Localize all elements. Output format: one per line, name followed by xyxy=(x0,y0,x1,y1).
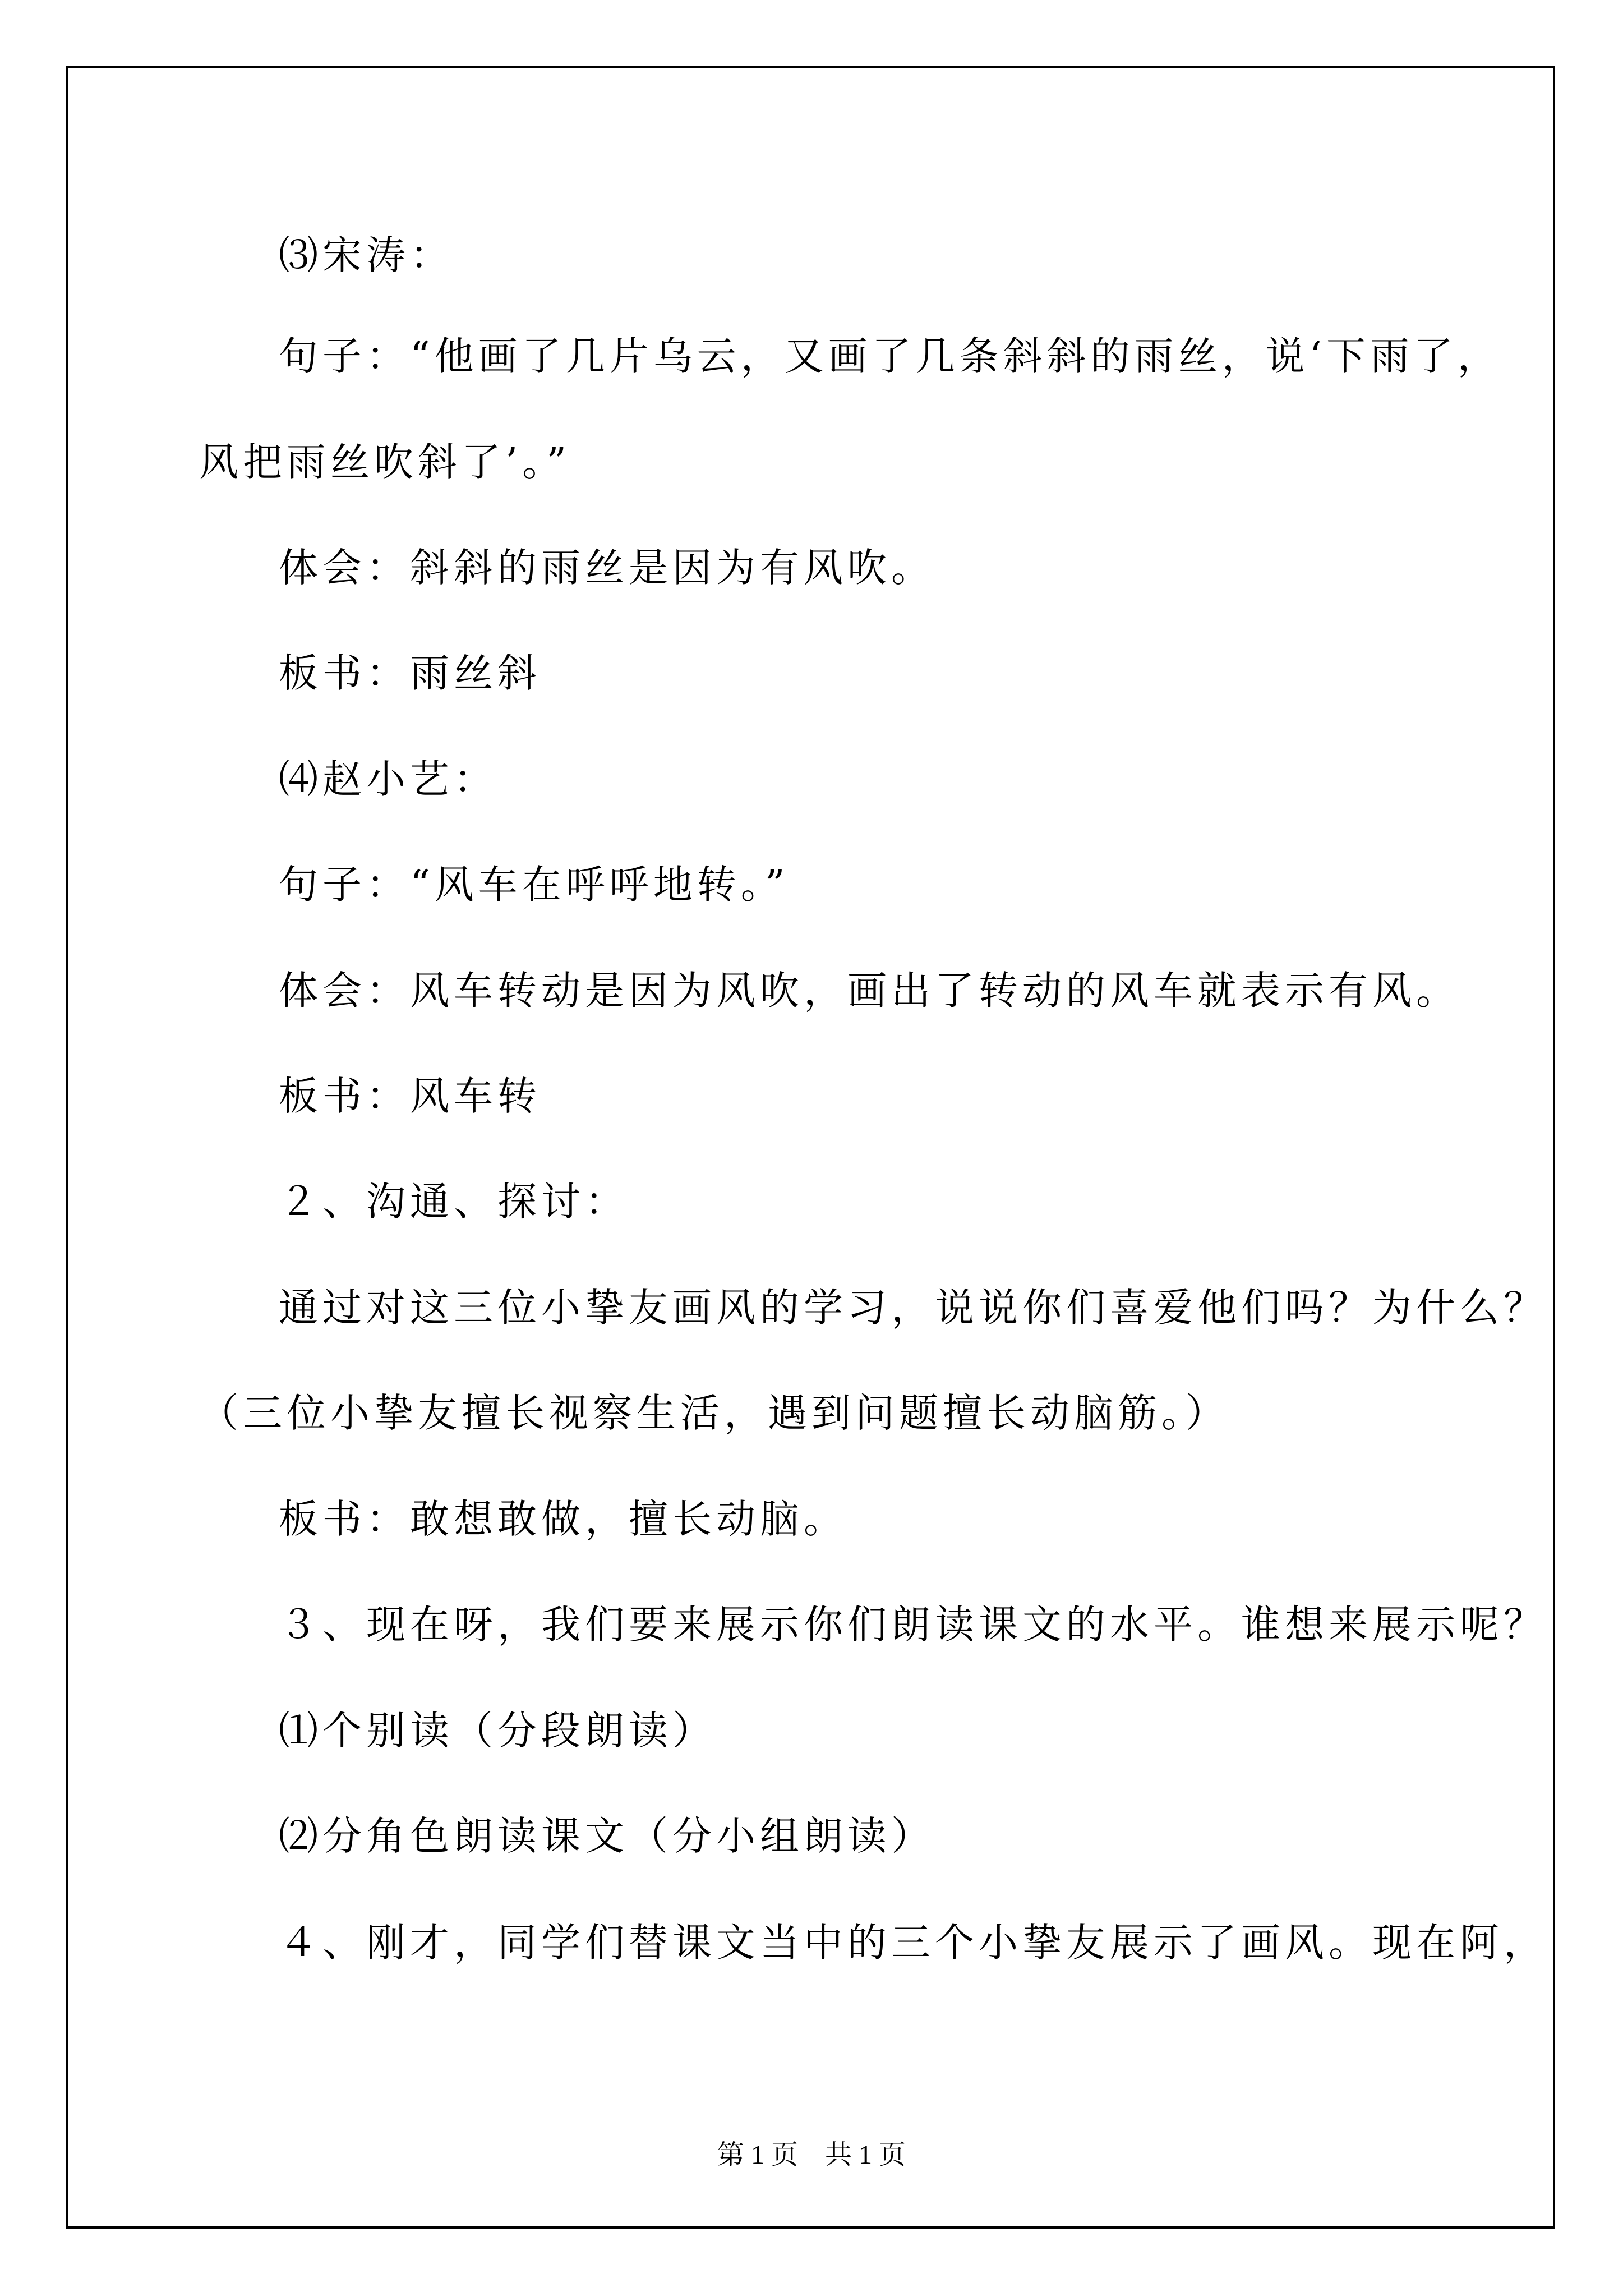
text-line: ⑴个别读（分段朗读） xyxy=(279,1708,716,1754)
text-line: 通过对这三位小挚友画风的学习，说说你们喜爱他们吗？为什么？ xyxy=(279,1285,1547,1331)
text-line: 板书：雨丝斜 xyxy=(279,650,541,696)
text-line: 板书：风车转 xyxy=(279,1073,541,1119)
text-line: 句子：“风车在呼呼地转。” xyxy=(279,862,790,908)
text-line: 板书：敢想敢做，擅长动脑。 xyxy=(279,1496,847,1542)
text-line: ⑷赵小艺： xyxy=(279,756,497,802)
text-line: 风把雨丝吹斜了’。” xyxy=(199,439,571,485)
page-number-footer: 第 1 页 共 1 页 xyxy=(717,2140,906,2170)
text-line: 体会：风车转动是因为风吹，画出了转动的风车就表示有风。 xyxy=(279,968,1460,1014)
text-line: ⑵分角色朗读课文（分小组朗读） xyxy=(279,1813,935,1859)
text-line: 体会：斜斜的雨丝是因为有风吹。 xyxy=(279,545,935,591)
text-line: （三位小挚友擅长视察生活，遇到问题擅长动脑筋。） xyxy=(199,1390,1229,1436)
text-line: 句子：“他画了几片乌云，又画了几条斜斜的雨丝，说‘下雨了， xyxy=(279,333,1502,379)
text-line: ４、刚才，同学们替课文当中的三个小挚友展示了画风。现在阿， xyxy=(279,1920,1547,1966)
text-line: ２、沟通、探讨： xyxy=(279,1179,629,1225)
text-line: ３、现在呀，我们要来展示你们朗读课文的水平。谁想来展示呢？ xyxy=(279,1602,1547,1648)
page-border xyxy=(66,66,1555,2229)
text-line: ⑶宋涛： xyxy=(279,232,454,278)
